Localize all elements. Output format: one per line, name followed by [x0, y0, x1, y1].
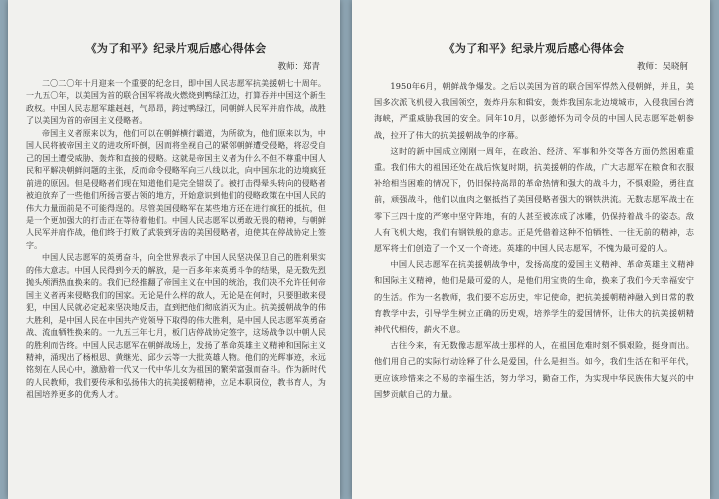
left-paragraph-3: 中国人民志愿军的英勇奋斗，向全世界表示了中国人民坚决保卫自己的胜利果实的伟大意志。中国人民得到今天的解放，是一百多年来英勇斗争的结果，是无数先烈抛头颅洒热血换来的。我们已经推翻了帝国主义在中国的统治，我们决不允许任何帝国主义者再来侵略我们的国家。无论是什么样的敌人，无论是在何时，只要胆敢来侵犯，中国人民就必定起来坚决地反击，直到把他们彻底消灭为止。抗美援朝战争的伟大胜利，是中国人民在中国共产党领导下取得的伟大胜利，是中国人民志愿军英勇奋战、流血牺牲换来的。一九五三年七月，板门店停战协定签字，这场战争以中朝人民的胜利而告终。中国人民志愿军在朝鲜战场上，发扬了革命英雄主义精神和国际主义精神，涌现出了杨根思、黄继光、邱少云等一大批英雄人物。他们的光辉事迹，永远铭刻在人民心中，激励着一代又一代中华儿女为祖国的繁荣富强而奋斗。作为新时代的人民教师，我们要传承和弘扬伟大的抗美援朝精神，立足本职岗位，教书育人，为祖国培养更多的优秀人才。	[26, 253, 326, 400]
right-page-title: 《为了和平》纪录片观后感心得体会	[443, 42, 625, 55]
right-paragraph-2: 这时的新中国成立刚刚一周年，在政治、经济、军事和外交等各方面仍然困难重重。我们伟大的祖国还处在战后恢复时期，抗美援朝的作战，广大志愿军在粮食和衣服补给相当困难的情况下，仍旧保持高昂的革命热情和强大的战斗力，不惧艰险，勇往直前，顽强战斗，他们以血肉之躯抵挡了美国侵略者强大的钢铁洪流。无数志愿军战士在零下三四十度的严寒中坚守阵地，有的人甚至被冻成了冰雕，仍保持着战斗的姿态。敌人有飞机大炮，我们有钢铁般的意志。正是凭借着这种不怕牺牲、一往无前的精神，志愿军将士们创造了一个又一个奇迹。英雄的中国人民志愿军，不愧为最可爱的人。	[374, 145, 694, 254]
right-paragraph-3: 中国人民志愿军在抗美援朝战争中，发扬高度的爱国主义精神、革命英雄主义精神和国际主义精神，他们是最可爱的人，是他们用宝贵的生命，换来了我们今天幸福安宁的生活。作为一名教师，我们要不忘历史，牢记使命，把抗美援朝精神融入到日常的教育教学中去，引导学生树立正确的历史观，培养学生的爱国情怀，让伟大的抗美援朝精神代代相传，薪火不息。	[374, 259, 694, 335]
right-paragraph-1: 1950年6月，朝鲜战争爆发。之后以美国为首的联合国军悍然入侵朝鲜，并且，美国多次派飞机侵入我国领空，轰炸丹东和辑安，轰炸我国东北边境城市，入侵我国台湾海峡，严重威胁我国的安全。同年10月，以彭德怀为司令员的中国人民志愿军赴朝参战，拉开了伟大的抗美援朝战争的序幕。	[374, 81, 694, 140]
left-document-page	[8, 0, 340, 499]
left-page-title: 《为了和平》纪录片观后感心得体会	[85, 42, 267, 55]
right-document-page	[352, 0, 710, 499]
left-paragraph-2: 帝国主义者原来以为，他们可以在朝鲜横行霸道，为所欲为，他们原来以为，中国人民将被帝国主义的进攻所吓倒，因而将坐视自己的紧邻朝鲜遭受侵略，将忍受自己的国土遭受威胁、轰炸和直接的侵略。这就是帝国主义者为什么不但不尊重中国人民和平解决朝鲜问题的主张，反而命令侵略军向三八线以北，向中国东北的边境疯狂前进的原因。但是侵略者们现在知道他们是完全错误了。被打击得晕头转向的侵略者被迫放弃了一些他们所扬言要占领的地方，开始意识到他们的侵略政策在中国人民的伟大力量面前是不可能得逞的。尽管美国侵略军在某些地方还在进行疯狂的抵抗，但是一个更加强大的打击正在等待着他们。中国人民志愿军以勇敢无畏的精神，与朝鲜人民军并肩作战，他们终于打败了武装到牙齿的美国侵略者，迫使其在停战协定上签字。	[26, 128, 326, 250]
right-paragraph-4: 古往今来，有无数像志愿军战士那样的人，在祖国危难时刻不惧艰险，挺身而出。他们用自己的实际行动诠释了什么是爱国，什么是担当。如今，我们生活在和平年代，更应该珍惜来之不易的幸福生活，努力学习，勤奋工作，为实现中华民族伟大复兴的中国梦贡献自己的力量。	[374, 340, 694, 399]
right-page-author: 教师：吴晓舸	[636, 62, 688, 72]
left-paragraph-1: 二〇二〇年十月迎来一个重要的纪念日，即中国人民志愿军抗美援朝七十周年。一九五〇年，以美国为首的联合国军将战火燃烧到鸭绿江边，打算吞并中国这个新生政权。中国人民志愿军雄赳赳，气昂昂，跨过鸭绿江，同朝鲜人民军并肩作战，战胜了以美国为首的帝国主义侵略者。	[26, 79, 326, 126]
left-page-author: 教师：郑青	[277, 62, 320, 72]
